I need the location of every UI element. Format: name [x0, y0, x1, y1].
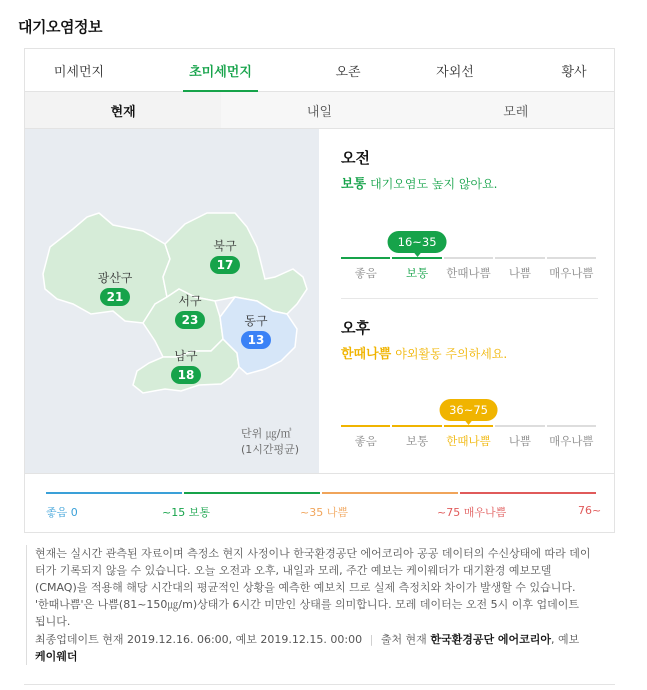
- air-quality-card: [24, 48, 615, 533]
- update-info: [35, 631, 592, 665]
- tab-now[interactable]: 현재: [25, 92, 221, 128]
- source-link-kweather[interactable]: 케이웨더: [35, 650, 78, 663]
- region-dong[interactable]: [236, 312, 276, 349]
- region-name: 북구: [213, 239, 237, 253]
- unit-label: 단위 ㎍/㎥: [241, 427, 292, 440]
- source-prefix: 출처 현재: [380, 633, 427, 646]
- grade-text: 보통: [341, 177, 367, 192]
- region-name: 서구: [178, 294, 202, 308]
- tab-tomorrow[interactable]: 내일: [306, 104, 333, 120]
- region-value-badge: 21: [100, 288, 130, 306]
- forecast-am: [341, 129, 598, 299]
- notice-text: 현재는 실시간 관측된 자료이며 측정소 현지 사정이나 한국환경공단 에어코리아 공공 데이터의 수신상태에 따라 데이터가 기록되지 않을 수 있습니다. 오늘 오전과 오후, 내일과 모레, 주간 예보는 케이웨더가 대기환경 예보모델(CMAQ)을 적용해 해당 시간대의 평균적인 상황을 예측한 예보치 므로 실제 측정치와 차이가 발생할 수 있습니다. '한때나쁨'은 나쁨(81~150㎍/m)상태가 6시간 미만인 상태를 의미합니다. 모레 데이터는 오전 5시 이후 업데이트 됩니다.: [35, 547, 591, 628]
- region-value-badge: 23: [175, 311, 205, 329]
- status-line: [341, 173, 498, 192]
- scale-level-label: 한때나쁨: [446, 434, 491, 448]
- scale-level-current: [444, 403, 493, 449]
- scale-level-label: 보통: [406, 266, 429, 280]
- scale-level: 보통: [392, 425, 441, 449]
- region-nam[interactable]: [166, 347, 206, 384]
- legend-label: ~15 보통: [162, 506, 210, 519]
- region-value-badge: 18: [171, 366, 201, 384]
- region-buk[interactable]: [205, 237, 245, 274]
- region-gwangsan[interactable]: [95, 269, 135, 306]
- legend-color-bar: [46, 492, 596, 494]
- legend-label: ~75 매우나쁨: [437, 506, 507, 519]
- scale-level: 한때나쁨: [444, 257, 493, 281]
- legend-label: 76~: [578, 504, 602, 517]
- scale-level: 좋음: [341, 257, 390, 281]
- grade-scale: [341, 235, 596, 281]
- grade-scale: [341, 403, 596, 449]
- range-bubble: 36~75: [439, 399, 498, 421]
- scale-level: 나쁨: [495, 257, 544, 281]
- status-line: [341, 343, 507, 362]
- legend-label: ~35 나쁨: [300, 506, 348, 519]
- content-body: [25, 129, 614, 469]
- tab-yellow-dust[interactable]: 황사: [561, 64, 587, 80]
- grade-desc: 대기오염도 높지 않아요.: [370, 177, 498, 191]
- scale-level-current: [392, 235, 441, 281]
- unit-note: (1시간평균): [241, 443, 300, 456]
- scale-level: 매우나쁨: [547, 425, 596, 449]
- divider: |: [369, 633, 374, 646]
- source-mid: , 예보: [551, 633, 580, 646]
- tab-ultrafine-dust[interactable]: 초미세먼지: [183, 49, 258, 91]
- region-value-badge: 13: [241, 331, 271, 349]
- forecast-pm: [341, 299, 598, 469]
- update-time: 최종업데이트 현재 2019.12.16. 06:00, 예보 2019.12.15. 00:00: [35, 633, 363, 646]
- scale-level: 좋음: [341, 425, 390, 449]
- notice-block: [26, 545, 592, 665]
- tab-day-after[interactable]: 모레: [503, 104, 529, 120]
- region-shape-gwangsan[interactable]: [43, 213, 170, 323]
- region-seo[interactable]: [170, 292, 210, 329]
- day-tabs: [25, 92, 614, 129]
- source-link-airkorea[interactable]: 한국환경공단 에어코리아: [430, 633, 552, 646]
- grade-desc: 야외활동 주의하세요.: [395, 347, 508, 361]
- region-name: 남구: [174, 349, 198, 363]
- region-value-badge: 17: [210, 256, 240, 274]
- grade-text: 한때나쁨: [341, 347, 392, 362]
- period-label: 오전: [341, 149, 370, 167]
- scale-level: 매우나쁨: [547, 257, 596, 281]
- range-bubble: 16~35: [388, 231, 447, 253]
- unit-info: [241, 426, 299, 458]
- divider: [24, 684, 615, 685]
- page-title: 대기오염정보: [18, 18, 102, 36]
- legend-segment: [322, 492, 458, 494]
- legend-segment: [184, 492, 320, 494]
- legend-segment: [460, 492, 596, 494]
- district-map: [25, 129, 319, 473]
- region-name: 동구: [244, 314, 268, 328]
- legend-segment: [46, 492, 182, 494]
- period-label: 오후: [341, 319, 370, 337]
- tab-fine-dust[interactable]: 미세먼지: [53, 64, 105, 80]
- grade-legend: [25, 473, 614, 533]
- tab-uv[interactable]: 자외선: [436, 64, 474, 80]
- scale-level: 나쁨: [495, 425, 544, 449]
- pollutant-tabs: [25, 49, 614, 92]
- tab-ozone[interactable]: 오존: [335, 64, 361, 80]
- forecast-panel: [319, 129, 616, 473]
- legend-label: 좋음 0: [46, 506, 78, 519]
- region-name: 광산구: [97, 271, 133, 285]
